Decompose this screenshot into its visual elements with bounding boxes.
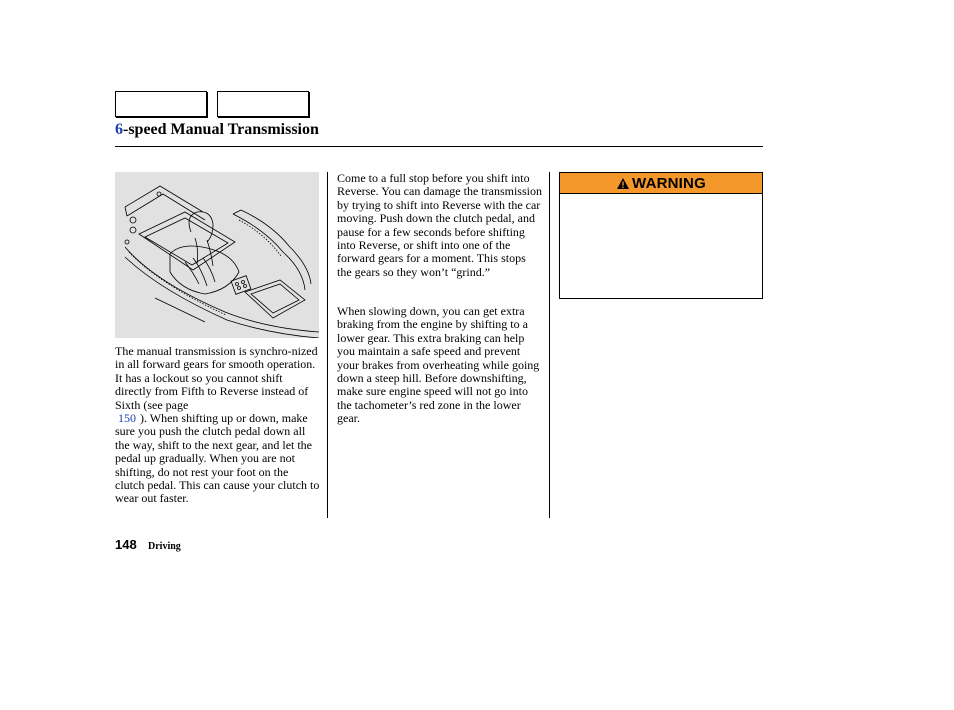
column-divider-1: [327, 172, 328, 518]
warning-label: WARNING: [632, 174, 706, 192]
page-title: [115, 121, 319, 139]
clutch-paragraph: [115, 345, 320, 506]
title-text: -speed Manual Transmission: [123, 121, 319, 138]
warning-header: [560, 173, 762, 194]
clutch-paragraph-text-2: ). When shifting up or down, make sure you push the clutch pedal down all the way, shift to the next gear, and let the pedal up gradually. When you are not shifting, do not rest your foot on the clutch pedal. This can cause your clutch to wear out faster.: [115, 411, 320, 506]
nav-button-1[interactable]: [115, 91, 207, 117]
title-number-link[interactable]: 6: [115, 121, 123, 138]
page-number: 148: [115, 537, 137, 552]
gear-shifter-illustration: [115, 172, 319, 338]
title-divider: [115, 146, 763, 147]
warning-box: [559, 172, 763, 299]
nav-button-2[interactable]: [217, 91, 309, 117]
reverse-paragraph: Come to a full stop before you shift into Reverse. You can damage the transmission by trying to shift into Reverse with the car moving. Push down the clutch pedal, and pause for a few seconds before shifting into Reverse, or shift into one of the forward gears for a moment. This stops the gears so they won’t “grind.”: [337, 171, 542, 279]
page-reference-link[interactable]: 150: [118, 411, 136, 426]
warning-triangle-icon: [616, 177, 630, 190]
section-name: Driving: [148, 541, 181, 552]
column-divider-2: [549, 172, 550, 518]
downshift-paragraph: When slowing down, you can get extra braking from the engine by shifting to a lower gear. This extra braking can help you maintain a safe speed and prevent your brakes from overheating while going down a steep hill. Before downshifting, make sure engine speed will not go into the tachometer’s red zone in the lower gear.: [337, 304, 540, 426]
clutch-paragraph-text-1: The manual transmission is synchro-nized in all forward gears for smooth operation. It has a lockout so you cannot shift directly from Fifth to Reverse instead of Sixth (see page: [115, 344, 318, 412]
